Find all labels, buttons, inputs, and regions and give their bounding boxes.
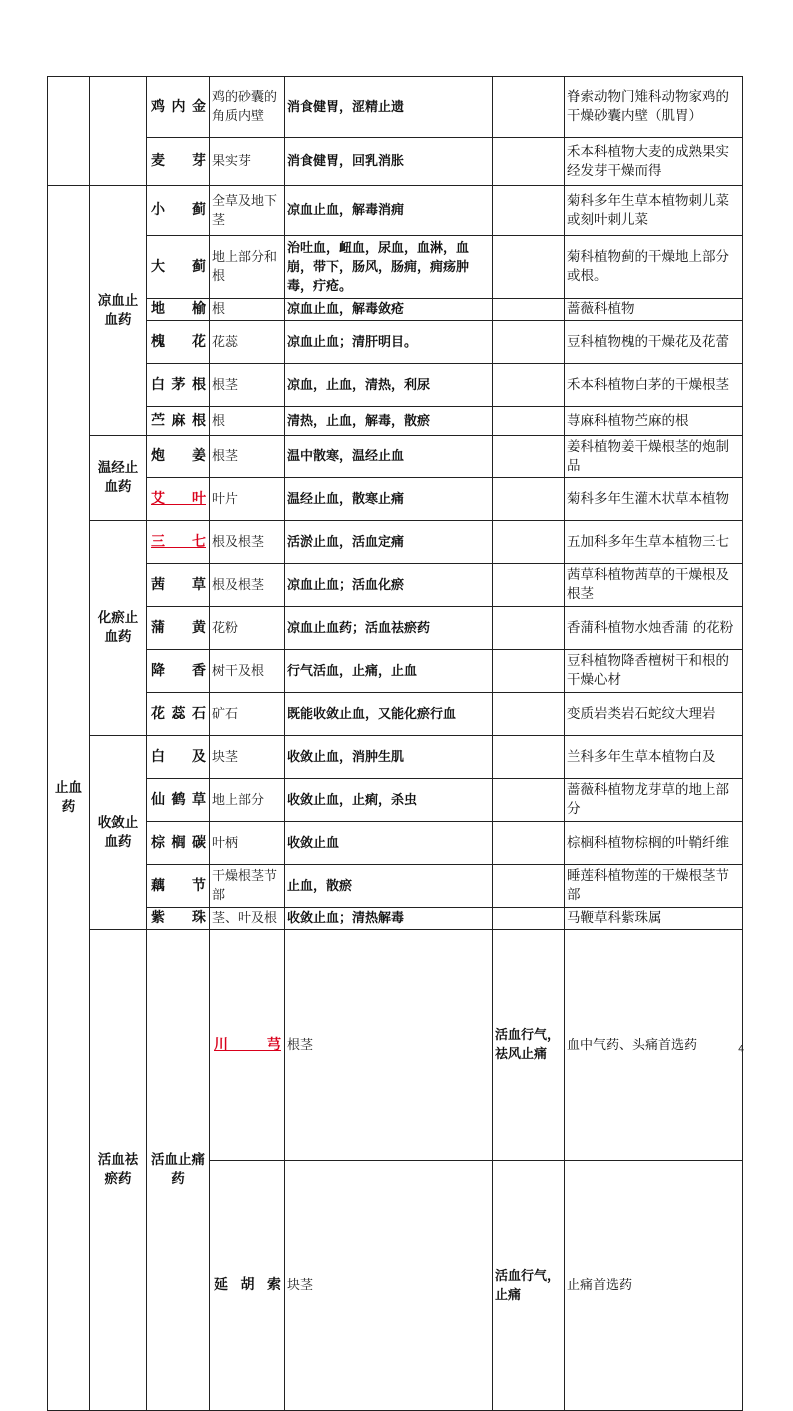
medicinal-part: 根茎	[210, 436, 285, 478]
medicinal-part: 根及根茎	[210, 521, 285, 564]
herb-name: 小蓟	[147, 186, 210, 236]
herb-effect: 凉血止血；活血化瘀	[285, 564, 493, 607]
category-cell: 活血祛瘀药	[90, 930, 147, 1411]
medicinal-part: 叶柄	[210, 822, 285, 865]
herb-effect: 收敛止血，消肿生肌	[285, 736, 493, 779]
herb-source: 菊科多年生草本植物刺儿菜或刻叶刺儿菜	[565, 186, 743, 236]
herb-effect: 消食健胃，回乳消胀	[285, 138, 493, 186]
subcategory-cell: 收敛止血药	[90, 736, 147, 930]
herb-name: 仙鹤草	[147, 779, 210, 822]
herb-note: 止痛首选药	[565, 1161, 743, 1411]
herb-note	[493, 478, 565, 521]
table-row	[48, 693, 743, 736]
herb-source: 茜草科植物茜草的干燥根及根茎	[565, 564, 743, 607]
medicinal-part: 全草及地下茎	[210, 186, 285, 236]
herb-effect: 清热，止血，解毒，散瘀	[285, 407, 493, 436]
table-row	[48, 364, 743, 407]
herb-effect: 活血行气，止痛	[493, 1161, 565, 1411]
herb-note	[493, 299, 565, 321]
table-row	[48, 299, 743, 321]
table-row	[48, 478, 743, 521]
herb-source: 禾本科植物白茅的干燥根茎	[565, 364, 743, 407]
herb-effect: 收敛止血，止痢，杀虫	[285, 779, 493, 822]
herb-source: 豆科植物降香檀树干和根的干燥心材	[565, 650, 743, 693]
page-number: 4	[738, 1044, 745, 1055]
herb-name: 降香	[147, 650, 210, 693]
herb-note	[493, 650, 565, 693]
herb-effect: 收敛止血	[285, 822, 493, 865]
herb-name: 鸡内金	[147, 77, 210, 138]
herb-note	[493, 865, 565, 908]
herb-note: 血中气药、头痛首选药	[565, 930, 743, 1161]
herb-note	[493, 138, 565, 186]
herb-note	[493, 822, 565, 865]
medicinal-part: 花蕊	[210, 321, 285, 364]
herb-source: 兰科多年生草本植物白及	[565, 736, 743, 779]
herb-effect: 止血，散瘀	[285, 865, 493, 908]
herb-name: 白茅根	[147, 364, 210, 407]
herb-source: 姜科植物姜干燥根茎的炮制品	[565, 436, 743, 478]
medicinal-part: 地上部分	[210, 779, 285, 822]
subcategory-cell-empty	[90, 77, 147, 186]
herb-name: 延胡索	[210, 1161, 285, 1411]
herb-effect: 凉血止血，解毒敛疮	[285, 299, 493, 321]
herb-source: 蔷薇科植物龙芽草的地上部分	[565, 779, 743, 822]
herb-name: 白及	[147, 736, 210, 779]
medicinal-part: 地上部分和根	[210, 236, 285, 299]
herb-effect: 活淤止血，活血定痛	[285, 521, 493, 564]
table-row	[48, 607, 743, 650]
table-row	[48, 321, 743, 364]
medicinal-part: 根茎	[285, 930, 493, 1161]
table-row	[48, 930, 743, 1161]
category-cell-empty	[48, 77, 90, 186]
herb-name: 地榆	[147, 299, 210, 321]
herb-name: 槐花	[147, 321, 210, 364]
table-row	[48, 865, 743, 908]
herb-source: 豆科植物槐的干燥花及花蕾	[565, 321, 743, 364]
herb-name: 紫珠	[147, 908, 210, 930]
herb-effect: 凉血止血，解毒消痈	[285, 186, 493, 236]
herb-note	[493, 521, 565, 564]
herb-note	[493, 779, 565, 822]
herb-table	[47, 76, 743, 1411]
medicinal-part: 矿石	[210, 693, 285, 736]
herb-effect: 凉血止血药；活血祛瘀药	[285, 607, 493, 650]
herb-name: 苎麻根	[147, 407, 210, 436]
table-row	[48, 236, 743, 299]
herb-effect: 凉血，止血，清热，利尿	[285, 364, 493, 407]
herb-note	[493, 186, 565, 236]
herb-note	[493, 77, 565, 138]
medicinal-part: 根	[210, 299, 285, 321]
table-row	[48, 521, 743, 564]
herb-source: 睡莲科植物莲的干燥根茎节部	[565, 865, 743, 908]
herb-source: 棕榈科植物棕榈的叶鞘纤维	[565, 822, 743, 865]
herb-source: 脊索动物门雉科动物家鸡的干燥砂囊内壁（肌胃）	[565, 77, 743, 138]
herb-name: 麦芽	[147, 138, 210, 186]
herb-name: 川芎	[210, 930, 285, 1161]
herb-source: 五加科多年生草本植物三七	[565, 521, 743, 564]
herb-effect: 收敛止血；清热解毒	[285, 908, 493, 930]
medicinal-part: 鸡的砂囊的角质内壁	[210, 77, 285, 138]
herb-source: 马鞭草科紫珠属	[565, 908, 743, 930]
herb-name: 藕节	[147, 865, 210, 908]
herb-note	[493, 607, 565, 650]
table-row	[48, 186, 743, 236]
medicinal-part: 干燥根茎节部	[210, 865, 285, 908]
medicinal-part: 块茎	[285, 1161, 493, 1411]
herb-name: 三七	[147, 521, 210, 564]
herb-note	[493, 693, 565, 736]
category-cell: 止血药	[48, 186, 90, 1411]
subcategory-cell: 凉血止血药	[90, 186, 147, 436]
table-row	[48, 736, 743, 779]
herb-note	[493, 407, 565, 436]
herb-name: 茜草	[147, 564, 210, 607]
herb-name: 花蕊石	[147, 693, 210, 736]
subcategory-cell: 化瘀止血药	[90, 521, 147, 736]
herb-source: 荨麻科植物苎麻的根	[565, 407, 743, 436]
table-row	[48, 822, 743, 865]
herb-effect: 消食健胃，涩精止遗	[285, 77, 493, 138]
medicinal-part: 叶片	[210, 478, 285, 521]
herb-note	[493, 736, 565, 779]
herb-note	[493, 321, 565, 364]
subcategory-cell: 温经止血药	[90, 436, 147, 521]
medicinal-part: 茎、叶及根	[210, 908, 285, 930]
herb-effect: 活血行气，祛风止痛	[493, 930, 565, 1161]
herb-source: 蔷薇科植物	[565, 299, 743, 321]
table-row	[48, 138, 743, 186]
herb-note	[493, 364, 565, 407]
herb-source: 菊科多年生灌木状草本植物	[565, 478, 743, 521]
medicinal-part: 果实芽	[210, 138, 285, 186]
herb-source: 香蒲科植物水烛香蒲 的花粉	[565, 607, 743, 650]
herb-source: 变质岩类岩石蛇纹大理岩	[565, 693, 743, 736]
medicinal-part: 树干及根	[210, 650, 285, 693]
table-row	[48, 779, 743, 822]
table-row	[48, 407, 743, 436]
table-row	[48, 77, 743, 138]
herb-note	[493, 564, 565, 607]
medicinal-part: 根	[210, 407, 285, 436]
subcategory-cell: 活血止痛药	[147, 930, 210, 1411]
herb-note	[493, 908, 565, 930]
medicinal-part: 根茎	[210, 364, 285, 407]
herb-source: 菊科植物蓟的干燥地上部分或根。	[565, 236, 743, 299]
herb-effect: 凉血止血；清肝明目。	[285, 321, 493, 364]
herb-note	[493, 236, 565, 299]
herb-name: 棕榈碳	[147, 822, 210, 865]
herb-name: 炮姜	[147, 436, 210, 478]
medicinal-part: 根及根茎	[210, 564, 285, 607]
herb-effect: 温中散寒，温经止血	[285, 436, 493, 478]
table-row	[48, 908, 743, 930]
herb-effect: 治吐血，衄血，尿血，血淋，血崩，带下，肠风，肠痈，痈疡肿毒，疔疮。	[285, 236, 493, 299]
herb-source: 禾本科植物大麦的成熟果实经发芽干燥而得	[565, 138, 743, 186]
herb-effect: 温经止血，散寒止痛	[285, 478, 493, 521]
herb-name: 大蓟	[147, 236, 210, 299]
herb-name: 艾叶	[147, 478, 210, 521]
herb-note	[493, 436, 565, 478]
herb-effect: 行气活血，止痛，止血	[285, 650, 493, 693]
table-row	[48, 436, 743, 478]
table-row	[48, 650, 743, 693]
medicinal-part: 块茎	[210, 736, 285, 779]
herb-effect: 既能收敛止血，又能化瘀行血	[285, 693, 493, 736]
table-row	[48, 564, 743, 607]
herb-name: 蒲黄	[147, 607, 210, 650]
medicinal-part: 花粉	[210, 607, 285, 650]
